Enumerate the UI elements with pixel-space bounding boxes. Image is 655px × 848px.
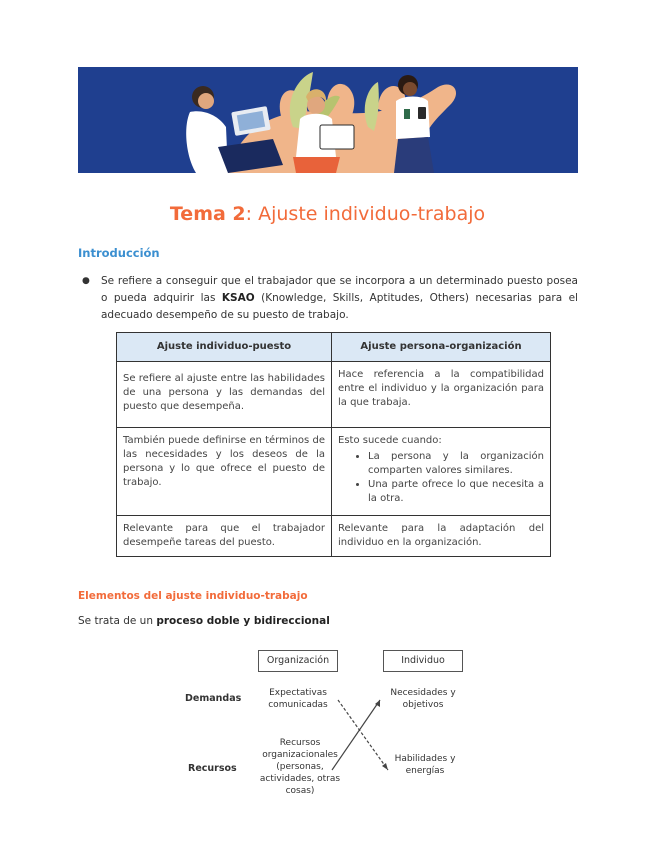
organization-column-header: Organización [258,650,338,672]
table-row [117,362,551,428]
table-cell-intro: Esto sucede cuando: [338,435,442,446]
table-row [117,516,551,557]
table-cell: Se refiere al ajuste entre las habilidades de una persona y las demandas del puesto que desempeña. [117,362,332,428]
org-resources-cell: Recursos organizacionales (personas, actividades, otras cosas) [259,738,341,796]
individual-demands-cell: Necesidades y objetivos [390,688,456,710]
org-demands-cell: Expectativas comunicadas [268,688,328,710]
header-illustration [78,67,578,173]
elements-text [78,615,330,627]
table-cell: Hace referencia a la compatibilidad entre el individuo y la organización para la que trabaja. [332,362,551,428]
list-item: • Una parte ofrece lo que necesita a la otra. [368,478,544,506]
comparison-table [116,332,551,557]
elements-text-start: Se trata de un [78,615,157,627]
demands-row-label: Demandas [185,693,242,704]
table-header-cell: Ajuste individuo-puesto [117,333,332,362]
table-cell [332,428,551,516]
table-cell-list [338,450,544,506]
elements-text-bold: proceso doble y bidireccional [156,615,330,627]
table-cell: También puede definirse en términos de las necesidades y los deseos de la persona y lo que ofrece el puesto de trabajo. [117,428,332,516]
table-header-row [117,333,551,362]
intro-text-end: (Knowledge, Skills, Aptitudes, Others) necesarias para el adecuado desempeño de su puesto de trabajo. [101,292,578,321]
fit-diagram [170,645,490,805]
list-item: • La persona y la organización comparten valores similares. [368,450,544,478]
table-cell: Relevante para la adaptación del individuo en la organización. [332,516,551,557]
title-topic-number: Tema 2 [169,203,246,225]
bullet-icon: ● [82,276,90,286]
coworkers-illustration [78,67,578,173]
ksao-term: KSAO [221,292,255,304]
intro-text [101,273,578,324]
intro-paragraph [78,273,578,324]
page-title [0,203,655,225]
table-header-cell: Ajuste persona-organización [332,333,551,362]
resources-row-label: Recursos [188,763,237,774]
intro-text-start: Se refiere a conseguir que el trabajador que se incorpora a un determinado puesto posea o pueda adquirir las [101,275,578,304]
individual-column-header: Individuo [383,650,463,672]
title-topic-name: : Ajuste individuo-trabajo [245,203,486,225]
table-row [117,428,551,516]
intro-heading: Introducción [78,246,160,260]
elements-heading: Elementos del ajuste individuo-trabajo [78,590,308,602]
table-cell: Relevante para que el trabajador desempeñe tareas del puesto. [117,516,332,557]
individual-resources-cell: Habilidades y energías [394,754,456,776]
